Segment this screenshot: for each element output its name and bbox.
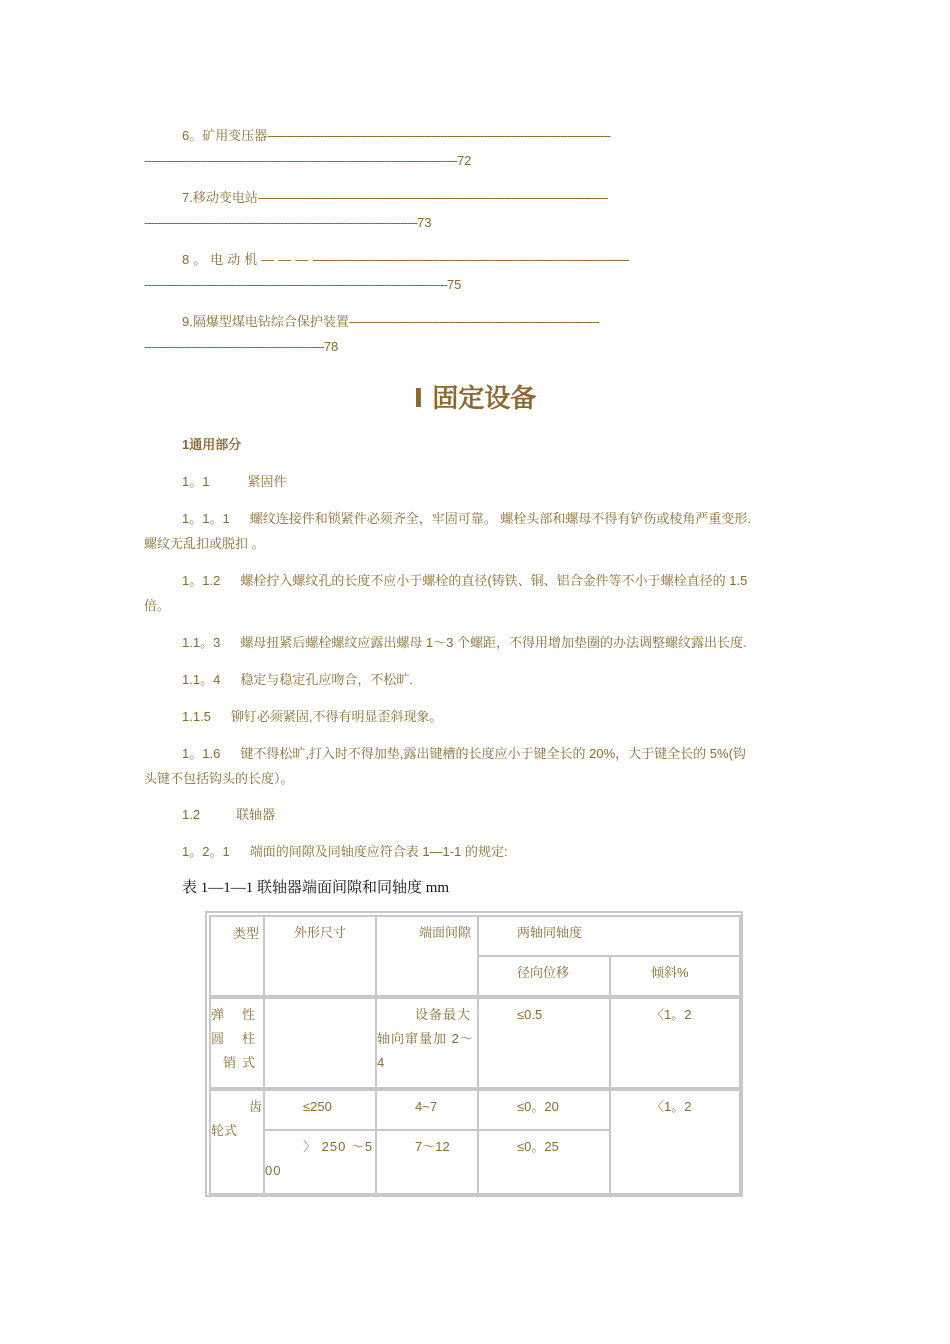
toc-page: 75 [446,277,462,292]
subsection-number: 1.2 [182,807,201,822]
toc-leader: --------------------------------------------------------------------------------------------------------- [257,190,608,205]
row2-type: 齿轮式 [211,1099,263,1138]
clause-text: 螺母扭紧后螺栓螺纹应露出螺母 1～3 个螺距，不得用增加垫圈的办法调整螺纹露出长度. [240,635,747,650]
toc-leader: ---------------------------------------------------------------------------------- [144,215,417,230]
clause-1-1-6 [144,741,808,791]
section-title: I 固定设备 [413,384,537,414]
clause-number: 1.1.5 [182,709,211,724]
row1-type: 弹性圆柱销式 [211,1007,261,1070]
header-size: 外形尺寸 [293,925,346,940]
row1-gap-cell [375,997,479,1089]
toc-label: 7.移动变电站 [182,190,258,205]
subsection-1-2 [144,802,808,827]
header-coax: 两轴同轴度 [517,925,583,940]
clause-1-2-1 [144,839,808,864]
toc-label: 9.隔爆型煤电钻综合保护装置 [182,314,349,329]
row2b-gap-cell [375,1129,479,1195]
clause-1-1-3 [144,630,808,655]
clause-1-1-5 [144,704,808,729]
toc-leader: --------------------------------------------------------------------------- [348,314,599,329]
header-tilt-cell [609,955,741,997]
toc-page: 73 [417,215,432,230]
clause-number: 1。2。1 [182,844,230,859]
toc-leader: ---------------------------------------------------------------------------------------------- [144,153,457,168]
row2a-gap: 4~7 [415,1099,438,1114]
row1-size-cell [263,997,377,1089]
clause-text: 键不得松旷,打入时不得加垫,露出键槽的长度应小于键全长的 20%，大于键全长的 5%(钩 [240,746,746,761]
subsection-1-1 [144,469,808,494]
header-size-cell [263,915,377,997]
clause-text: 铆钉必须紧固,不得有明显歪斜现象。 [230,709,443,724]
toc-leader: ------------------------------------------------------------------------------------------- [144,277,447,292]
row2-tilt: 〈1。2 [651,1099,692,1114]
toc-entry[interactable] [144,123,808,173]
row2b-gap: 7～12 [415,1139,450,1154]
clause-continuation: 倍。 [144,598,171,613]
row2a-gap-cell [375,1089,479,1131]
header-gap-cell [375,915,479,997]
header-radial-cell [477,955,611,997]
header-type: 类型 [233,926,260,941]
subsection-number: 1。1 [182,474,210,489]
header-tilt: 倾斜% [651,965,689,980]
row2-type-cell [209,1089,265,1195]
clause-continuation: 头键不包括钩头的长度）。 [144,771,294,786]
clause-text: 端面的间隙及同轴度应符合表 1—1-1 的规定: [249,844,508,859]
row2a-radial-cell [477,1089,611,1131]
toc-entry[interactable] [144,309,808,359]
header-radial: 径向位移 [517,965,570,980]
coupling-table [205,911,743,1197]
clause-1-1-2 [144,568,808,618]
toc-entry[interactable] [144,247,808,297]
clause-number: 1.1。4 [182,672,221,687]
clause-number: 1.1。3 [182,635,221,650]
row2b-size: 〉 250 ～500 [265,1139,374,1178]
row1-radial-cell [477,997,611,1089]
clause-1-1-4 [144,667,808,692]
header-coax-cell [477,915,741,957]
heading-general: 1通用部分 [182,437,242,452]
table-caption: 表 1—1—1 联轴器端面间隙和同轴度 mm [182,880,450,896]
clause-number: 1。1.6 [182,746,221,761]
subsection-label: 紧固件 [247,474,287,489]
row1-radial: ≤0.5 [517,1007,543,1022]
row2b-size-cell [263,1129,377,1195]
row1-type-cell [209,997,265,1089]
clause-continuation: 螺纹无乱扣或脱扣 。 [144,536,265,551]
header-gap: 端面间隙 [418,925,471,940]
clause-number: 1。1。1 [182,511,230,526]
row1-tilt-cell [609,997,741,1089]
row2a-size-cell [263,1089,377,1131]
clause-text: 稳定与稳定孔应吻合，不松旷. [240,672,413,687]
toc-leader: ----------------------------------------------------------------------------------------------- [312,252,629,267]
toc-label: 6。矿用变压器 [182,128,268,143]
row1-tilt: 〈1。2 [651,1007,692,1022]
row1-gap: 设备最大轴向窜量加 2～4 [377,1007,474,1070]
toc-entry[interactable] [144,185,808,235]
clause-number: 1。1.2 [182,573,221,588]
toc-leader: ------------------------------------------------------ [144,339,324,354]
row2-tilt-cell [609,1089,741,1195]
row2b-radial-cell [477,1129,611,1195]
toc-leader: ------------------------------------------------------------------------------------------------------- [267,128,611,143]
clause-text: 螺纹连接件和锁紧件必须齐全，牢固可靠。 螺栓头部和螺母不得有铲伤或棱角严重变形. [249,511,751,526]
clause-1-1-1 [144,506,808,556]
clause-text: 螺栓拧入螺纹孔的长度不应小于螺栓的直径(铸铁、铜、铝合金件等不小于螺栓直径的 1.5 [240,573,748,588]
row2a-size: ≤250 [303,1099,332,1114]
row2b-radial: ≤0。25 [517,1139,559,1154]
row2a-radial: ≤0。20 [517,1099,559,1114]
toc-page: 78 [323,339,339,354]
subsection-label: 联轴器 [236,807,276,822]
toc-page: 72 [456,153,472,168]
header-type-cell [209,915,265,997]
toc-label: 8。电动机——— [182,252,313,267]
